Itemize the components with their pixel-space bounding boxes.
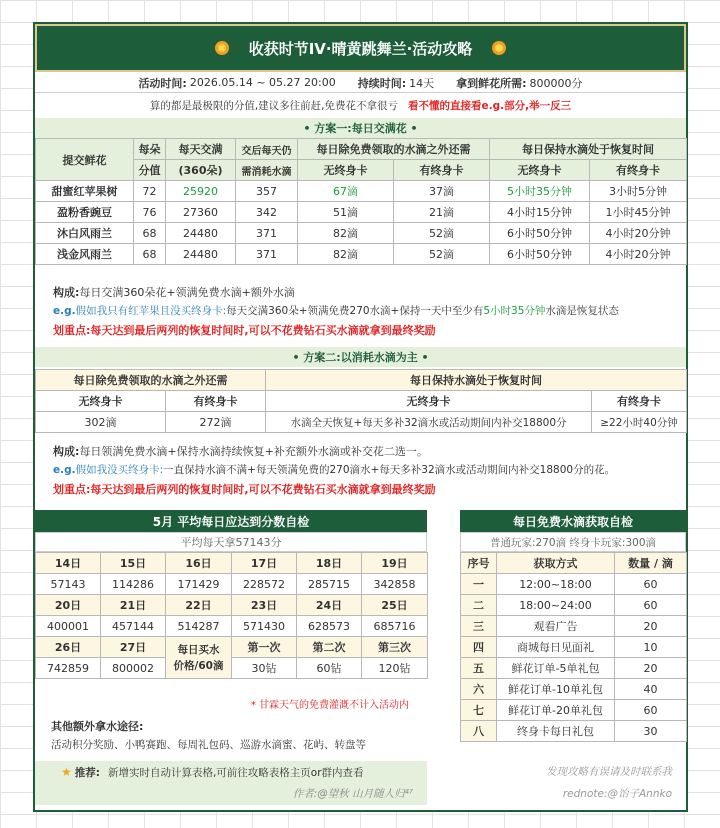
day-label: 14日	[36, 553, 101, 574]
day-score: 685716	[362, 616, 428, 637]
day-score: 742859	[36, 658, 101, 679]
may-heading: 5月 平均每日应达到分数自检	[35, 510, 427, 532]
cell-a-no: 82滴	[298, 244, 394, 265]
plan2-notes	[35, 442, 686, 506]
water-row	[461, 700, 687, 721]
water-cell-way: 18:00~24:00	[497, 595, 615, 616]
day-label: 20日	[36, 595, 101, 616]
tip-warn: 看不懂的直接看e.g.部分,举一反三	[408, 99, 572, 112]
water-row	[461, 679, 687, 700]
plan2-group-a: 每日除免费领取的水滴之外还需	[36, 370, 266, 391]
buy-label-line1: 每日买水	[177, 643, 220, 656]
cell-b-yes: 4小时20分钟	[590, 244, 687, 265]
day-score: 285715	[297, 574, 362, 595]
plan1-notes	[35, 283, 686, 345]
cell-daily: 25920	[166, 181, 236, 202]
cell-daily: 27360	[166, 202, 236, 223]
col-daily: 每天交满	[166, 139, 236, 160]
plan2-b-no-value: 水滴全天恢复+每天多补32滴水或活动期间内补交18800分	[266, 412, 592, 433]
water-cell-way: 商城每日见面礼	[497, 637, 615, 658]
day-score: 114286	[101, 574, 166, 595]
plan2-a-card: 有终身卡	[166, 391, 266, 412]
duration-value: 14天	[409, 76, 435, 90]
rec-text: 新增实时自动计算表格,可前往攻略表格主页or群内查看	[107, 766, 364, 779]
day-label: 18日	[297, 553, 362, 574]
cell-a-yes: 37滴	[394, 181, 490, 202]
may-table	[35, 552, 428, 679]
rec-label: 推荐:	[74, 766, 100, 779]
other-text: 活动积分奖励、小鸭赛跑、每周礼包码、巡游水滴蜜、花屿、转盘等	[51, 739, 366, 751]
eg-label: e.g.	[53, 305, 76, 317]
eg-highlight: 5小时35分钟	[483, 305, 546, 317]
cell-score: 76	[134, 202, 166, 223]
cell-a-yes: 52滴	[394, 223, 490, 244]
cell-b-yes: 3小时5分钟	[590, 181, 687, 202]
day-score: 457144	[101, 616, 166, 637]
plan2-heading: • 方案二:以消耗水滴为主 •	[35, 347, 686, 367]
plan1-heading: • 方案一:每日交满花 •	[35, 118, 686, 138]
buy-price: 30钻	[232, 658, 297, 679]
water-cell-no: 六	[461, 679, 497, 700]
water-cell-way: 鲜花订单-20单礼包	[497, 700, 615, 721]
key2-label: 划重点:	[53, 483, 91, 496]
rednote: rednote:@饴子Annko	[562, 788, 672, 800]
day-label: 23日	[232, 595, 297, 616]
col-a-no-card: 无终身卡	[298, 160, 394, 181]
col-qty: 数量 / 滴	[615, 553, 687, 574]
day-score: 171429	[166, 574, 232, 595]
water-cell-way: 12:00~18:00	[497, 574, 615, 595]
time-label: 活动时间:	[138, 76, 187, 90]
title-bar	[35, 24, 686, 72]
compose-text: 每日交满360朵花+领满免费水滴+额外水滴	[79, 286, 295, 299]
star-icon: ★	[61, 765, 72, 779]
plan2-table	[35, 369, 687, 433]
col-group-b: 每日保持水滴处于恢复时间	[490, 139, 687, 160]
guide-card	[33, 22, 688, 812]
col-no: 序号	[461, 553, 497, 574]
table-row	[36, 202, 687, 223]
score-label: 拿到鲜花所需:	[456, 76, 527, 90]
cell-water: 342	[236, 202, 298, 223]
cell-a-no: 67滴	[298, 181, 394, 202]
sun-icon	[492, 41, 506, 55]
plan2-b-no-card: 无终身卡	[266, 391, 592, 412]
key-label: 划重点:	[53, 324, 91, 337]
eg-text-end: 水滴是恢复状态	[545, 305, 619, 317]
other-ways	[51, 718, 427, 754]
day-label: 24日	[297, 595, 362, 616]
feedback: 发现攻略有误请及时联系我	[546, 766, 672, 778]
buy-water-label	[166, 637, 232, 679]
cell-water: 371	[236, 244, 298, 265]
tip-text: 算的都是最极限的分值,建议多往前赶,免费花不拿很亏	[149, 99, 399, 112]
cell-b-no: 4小时15分钟	[490, 202, 590, 223]
cell-b-no: 5小时35分钟	[490, 181, 590, 202]
may-subheading: 平均每天拿57143分	[35, 532, 427, 552]
day-score: 800002	[101, 658, 166, 679]
water-cell-qty: 60	[615, 700, 687, 721]
water-cell-no: 三	[461, 616, 497, 637]
water-cell-no: 八	[461, 721, 497, 742]
cell-b-no: 6小时50分钟	[490, 244, 590, 265]
water-cell-no: 二	[461, 595, 497, 616]
cell-daily: 24480	[166, 223, 236, 244]
plan2-a-yes-value: 272滴	[166, 412, 266, 433]
recommend-bar	[35, 761, 427, 783]
table-row	[36, 223, 687, 244]
compose-label: 构成:	[53, 286, 80, 299]
plan2-group-b: 每日保持水滴处于恢复时间	[266, 370, 687, 391]
cell-b-no: 6小时50分钟	[490, 223, 590, 244]
cell-score: 68	[134, 223, 166, 244]
day-score: 228572	[232, 574, 297, 595]
cell-name: 盈粉香豌豆	[36, 202, 134, 223]
info-line	[35, 73, 686, 93]
key-text: 每天达到最后两列的恢复时间时,可以不花费钻石买水滴就拿到最终奖励	[90, 324, 436, 337]
water-cell-qty: 20	[615, 658, 687, 679]
water-table	[460, 552, 687, 742]
buy-head: 第二次	[297, 637, 362, 658]
water-row	[461, 595, 687, 616]
cell-name: 沐白风雨兰	[36, 223, 134, 244]
col-daily-2: (360朵)	[166, 160, 236, 181]
table-row	[36, 181, 687, 202]
water-subheading: 普通玩家:270滴 终身卡玩家:300滴	[460, 532, 686, 552]
col-a-card: 有终身卡	[394, 160, 490, 181]
eg-hint: 假如我只有红苹果且没买终身卡:	[75, 305, 227, 317]
col-water-2: 需消耗水滴	[236, 160, 298, 181]
col-score-2: 分值	[134, 160, 166, 181]
cell-water: 357	[236, 181, 298, 202]
cell-score: 72	[134, 181, 166, 202]
compose2-label: 构成:	[53, 445, 80, 458]
day-label: 25日	[362, 595, 428, 616]
plan2-b-card: 有终身卡	[592, 391, 687, 412]
water-cell-no: 七	[461, 700, 497, 721]
key2-text: 每天达到最后两列的恢复时间时,可以不花费钻石买水滴就拿到最终奖励	[90, 483, 436, 496]
col-water: 交后每天仍	[236, 139, 298, 160]
tip-line	[35, 95, 686, 115]
author: 作者:@望秋 山月随人归⁴⁷	[35, 783, 427, 805]
col-group-a: 每日除免费领取的水滴之外还需	[298, 139, 490, 160]
cell-daily: 24480	[166, 244, 236, 265]
col-b-no-card: 无终身卡	[490, 160, 590, 181]
cell-a-no: 51滴	[298, 202, 394, 223]
water-cell-no: 四	[461, 637, 497, 658]
day-score: 514287	[166, 616, 232, 637]
water-row	[461, 721, 687, 742]
col-score: 每朵	[134, 139, 166, 160]
water-cell-qty: 20	[615, 616, 687, 637]
day-label: 19日	[362, 553, 428, 574]
col-b-card: 有终身卡	[590, 160, 687, 181]
buy-price: 60钻	[297, 658, 362, 679]
water-cell-way: 鲜花订单-5单礼包	[497, 658, 615, 679]
buy-head: 第三次	[362, 637, 428, 658]
water-cell-qty: 30	[615, 721, 687, 742]
col-flower: 提交鲜花	[36, 139, 134, 181]
water-cell-way: 观看广告	[497, 616, 615, 637]
water-cell-no: 五	[461, 658, 497, 679]
eg2-text: 一直保持水滴不满+每天领满免费的270滴水+每天多补32滴水或活动期间内补交18800分的花。	[163, 464, 616, 476]
buy-price: 120钻	[362, 658, 428, 679]
plan1-table	[35, 138, 687, 265]
plan2-a-no-card: 无终身卡	[36, 391, 166, 412]
water-cell-no: 一	[461, 574, 497, 595]
buy-head: 第一次	[232, 637, 297, 658]
day-score: 628573	[297, 616, 362, 637]
day-label: 15日	[101, 553, 166, 574]
water-cell-qty: 60	[615, 574, 687, 595]
cell-name: 浅金风雨兰	[36, 244, 134, 265]
eg2-hint: 假如我没买终身卡:	[75, 464, 164, 476]
day-score: 57143	[36, 574, 101, 595]
day-score: 400001	[36, 616, 101, 637]
day-score: 342858	[362, 574, 428, 595]
duration-label: 持续时间:	[357, 76, 407, 90]
day-label: 16日	[166, 553, 232, 574]
time-value: 2026.05.14 ~ 05.27 20:00	[189, 76, 336, 89]
day-score: 571430	[232, 616, 297, 637]
page-title: 收获时节IV·晴黄跳舞兰·活动攻略	[248, 39, 473, 58]
day-label: 27日	[101, 637, 166, 658]
water-row	[461, 637, 687, 658]
water-row	[461, 616, 687, 637]
eg-text: 每天交满360朵+领满免费270水滴+保持一天中至少有	[226, 305, 484, 317]
cell-a-yes: 52滴	[394, 244, 490, 265]
day-label: 17日	[232, 553, 297, 574]
compose2-text: 每日领满免费水滴+保持水滴持续恢复+补充额外水滴或补交花二选一。	[79, 445, 428, 458]
water-cell-qty: 40	[615, 679, 687, 700]
water-row	[461, 574, 687, 595]
buy-label-line2: 价格/60滴	[173, 659, 224, 672]
eg2-label: e.g.	[53, 464, 76, 476]
sun-icon	[215, 41, 229, 55]
cell-a-yes: 21滴	[394, 202, 490, 223]
cell-a-no: 82滴	[298, 223, 394, 244]
other-label: 其他额外拿水途径:	[51, 720, 144, 733]
plan2-a-no-value: 302滴	[36, 412, 166, 433]
cell-b-yes: 4小时20分钟	[590, 223, 687, 244]
cell-name: 甜蜜红苹果树	[36, 181, 134, 202]
water-cell-way: 鲜花订单-10单礼包	[497, 679, 615, 700]
cell-score: 68	[134, 244, 166, 265]
day-label: 26日	[36, 637, 101, 658]
plan2-b-yes-value: ≥22小时40分钟	[592, 412, 687, 433]
table-row	[36, 244, 687, 265]
cell-water: 371	[236, 223, 298, 244]
col-way: 获取方式	[497, 553, 615, 574]
day-label: 21日	[101, 595, 166, 616]
water-row	[461, 658, 687, 679]
cell-b-yes: 1小时45分钟	[590, 202, 687, 223]
water-cell-qty: 10	[615, 637, 687, 658]
water-cell-qty: 60	[615, 595, 687, 616]
water-cell-way: 终身卡每日礼包	[497, 721, 615, 742]
day-label: 22日	[166, 595, 232, 616]
water-heading: 每日免费水滴获取自检	[460, 510, 686, 532]
weather-note: * 甘霖天气的免费灌溉不计入活动内	[250, 700, 409, 711]
score-value: 800000分	[529, 76, 583, 90]
